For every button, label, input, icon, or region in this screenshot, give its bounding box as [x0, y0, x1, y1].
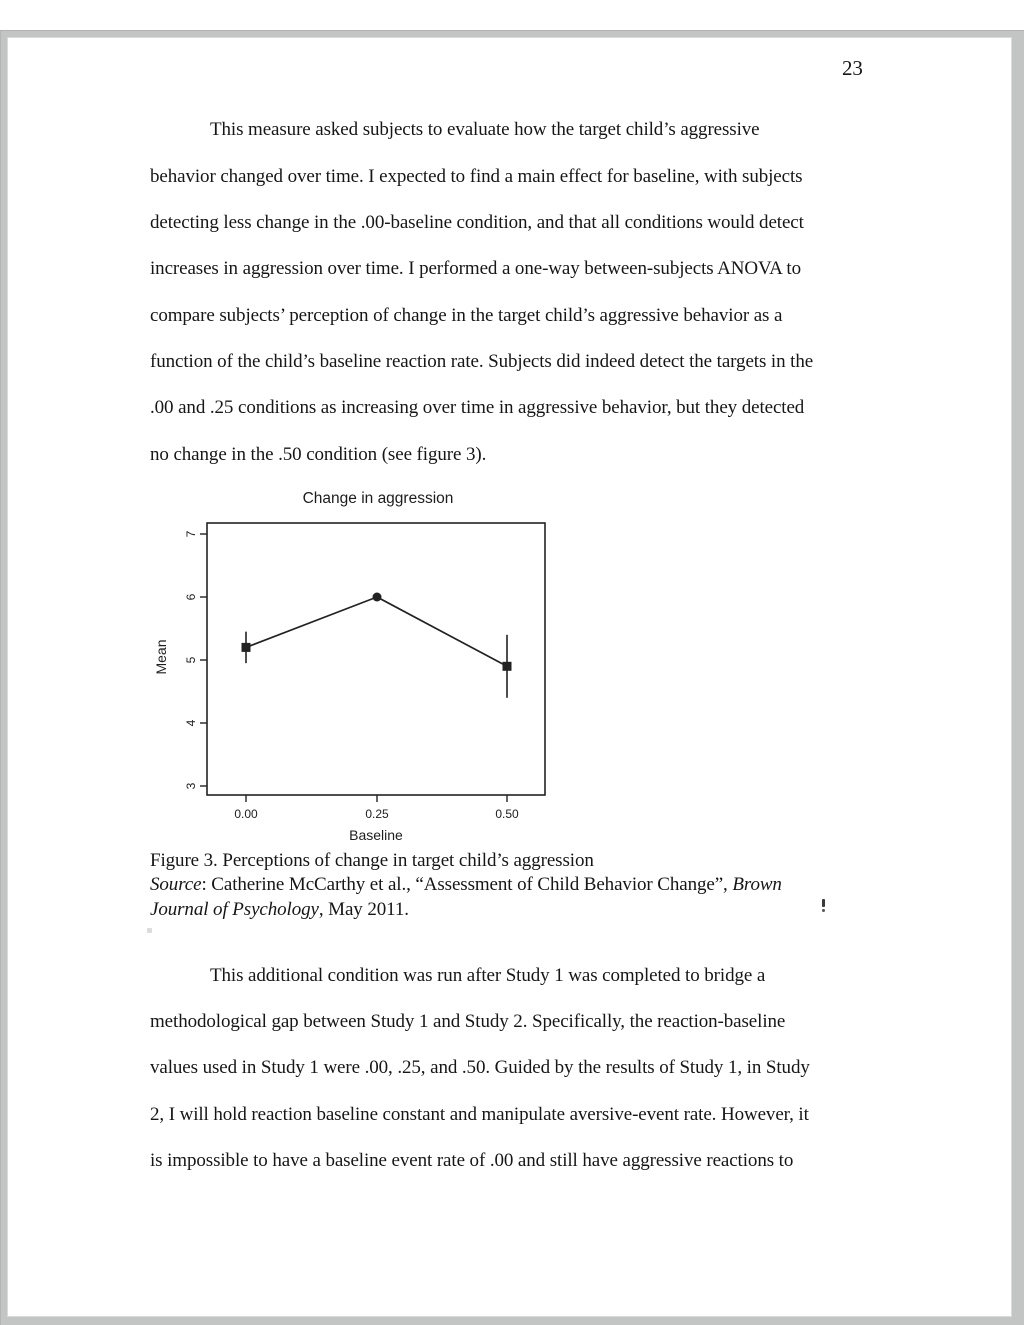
x-tick-label: 0.25: [365, 807, 389, 821]
y-tick-label: 6: [184, 593, 198, 601]
caption-journal-end: Journal of Psychology: [150, 899, 319, 920]
caption-source-label: Source: [150, 874, 202, 895]
x-axis-label: Baseline: [349, 827, 403, 843]
caption-date-text: , May 2011.: [318, 899, 409, 920]
caption-line-2: [150, 873, 782, 897]
body-line: This measure asked subjects to evaluate how the target child’s aggressive: [210, 119, 760, 140]
body-line: no change in the .50 condition (see figure 3).: [150, 444, 487, 465]
body-line: detecting less change in the .00-baseline condition, and that all conditions would detect: [150, 212, 804, 233]
y-tick-label: 7: [184, 530, 198, 538]
body-line: compare subjects’ perception of change in the target child’s aggressive behavior as a: [150, 305, 783, 326]
chart-title: Change in aggression: [302, 490, 454, 507]
scan-artifact-mark: [822, 899, 825, 907]
body-line: methodological gap between Study 1 and Study 2. Specifically, the reaction-baseline: [150, 1011, 786, 1032]
body-line: This additional condition was run after Study 1 was completed to bridge a: [210, 965, 766, 986]
data-point-square: [503, 662, 512, 671]
data-point-circle: [373, 593, 382, 602]
caption-line-1: Figure 3. Perceptions of change in target child’s aggression: [150, 850, 594, 871]
body-line: .00 and .25 conditions as increasing over time in aggressive behavior, but they detected: [150, 397, 805, 418]
y-tick-label: 4: [184, 719, 198, 727]
data-point-square: [242, 643, 251, 652]
x-tick-label: 0.00: [234, 807, 258, 821]
series-line: [246, 597, 507, 666]
body-line: is impossible to have a baseline event rate of .00 and still have aggressive reactions to: [150, 1150, 794, 1171]
body-line: 2, I will hold reaction baseline constant and manipulate aversive-event rate. However, it: [150, 1104, 809, 1125]
scan-artifact-dot: [822, 909, 825, 912]
caption-journal-start: Brown: [732, 874, 782, 895]
body-line: function of the child’s baseline reaction rate. Subjects did indeed detect the targets in the: [150, 351, 814, 372]
x-tick-label: 0.50: [495, 807, 519, 821]
scan-artifact-faint-dot: [147, 928, 152, 933]
figure3-line-chart: [150, 483, 570, 855]
body-line: increases in aggression over time. I performed a one-way between-subjects ANOVA to: [150, 258, 801, 279]
y-tick-label: 3: [184, 782, 198, 790]
y-tick-label: 5: [184, 656, 198, 664]
page-number: 23: [842, 56, 863, 80]
y-axis-label: Mean: [153, 639, 169, 675]
body-line: behavior changed over time. I expected to find a main effect for baseline, with subjects: [150, 166, 803, 187]
caption-source-text: : Catherine McCarthy et al., “Assessment of Child Behavior Change”,: [201, 874, 733, 895]
caption-line-3: [150, 898, 409, 922]
body-line: values used in Study 1 were .00, .25, and .50. Guided by the results of Study 1, in Study: [150, 1057, 810, 1078]
